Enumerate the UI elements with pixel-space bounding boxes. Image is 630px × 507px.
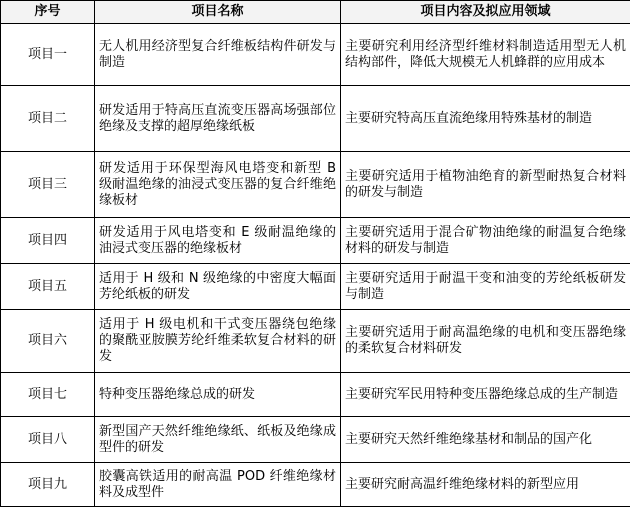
row-content: 主要研究适用于耐高温绝缘的电机和变压器绝缘的柔软复合材料研发 [341,310,630,373]
row-content: 主要研究军民用特种变压器绝缘总成的生产制造 [341,373,630,417]
row-name: 适用于 H 级电机和干式变压器绕包绝缘的聚酰亚胺膜芳纶纤维柔软复合材料的研发 [95,310,341,373]
table-row [1,264,630,310]
row-name: 研发适用于环保型海风电塔变和新型 B 级耐温绝缘的油浸式变压器的复合纤维绝缘板材 [95,152,341,218]
table-row [1,417,630,463]
row-content: 主要研究天然纤维绝缘基材和制品的国产化 [341,417,630,463]
table-row [1,86,630,152]
row-no: 项目二 [1,86,95,152]
row-no: 项目一 [1,24,95,86]
table-row [1,24,630,86]
header-no: 序号 [1,1,95,24]
row-content: 主要研究利用经济型纤维材料制造适用型无人机结构部件，降低大规模无人机蜂群的应用成本 [341,24,630,86]
row-no: 项目四 [1,218,95,264]
table-row [1,152,630,218]
row-content: 主要研究耐高温纤维绝缘材料的新型应用 [341,463,630,507]
row-no: 项目八 [1,417,95,463]
row-no: 项目三 [1,152,95,218]
row-no: 项目六 [1,310,95,373]
header-content: 项目内容及拟应用领域 [341,1,630,24]
row-name: 研发适用于特高压直流变压器高场强部位绝缘及支撑的超厚绝缘纸板 [95,86,341,152]
row-name: 新型国产天然纤维绝缘纸、纸板及绝缘成型件的研发 [95,417,341,463]
row-content: 主要研究适用于混合矿物油绝缘的耐温复合绝缘材料的研发与制造 [341,218,630,264]
table-header-row [1,1,630,24]
row-name: 适用于 H 级和 N 级绝缘的中密度大幅面芳纶纸板的研发 [95,264,341,310]
row-name: 研发适用于风电塔变和 E 级耐温绝缘的油浸式变压器的绝缘板材 [95,218,341,264]
row-no: 项目五 [1,264,95,310]
row-no: 项目九 [1,463,95,507]
row-name: 特种变压器绝缘总成的研发 [95,373,341,417]
row-name: 无人机用经济型复合纤维板结构件研发与制造 [95,24,341,86]
table-row [1,218,630,264]
header-name: 项目名称 [95,1,341,24]
row-name: 胶囊高铁适用的耐高温 POD 纤维绝缘材料及成型件 [95,463,341,507]
row-content: 主要研究适用于植物油绝育的新型耐热复合材料的研发与制造 [341,152,630,218]
row-no: 项目七 [1,373,95,417]
table-row [1,373,630,417]
row-content: 主要研究特高压直流绝缘用特殊基材的制造 [341,86,630,152]
row-content: 主要研究适用于耐温干变和油变的芳纶纸板研发与制造 [341,264,630,310]
table-row [1,310,630,373]
table-row [1,463,630,507]
